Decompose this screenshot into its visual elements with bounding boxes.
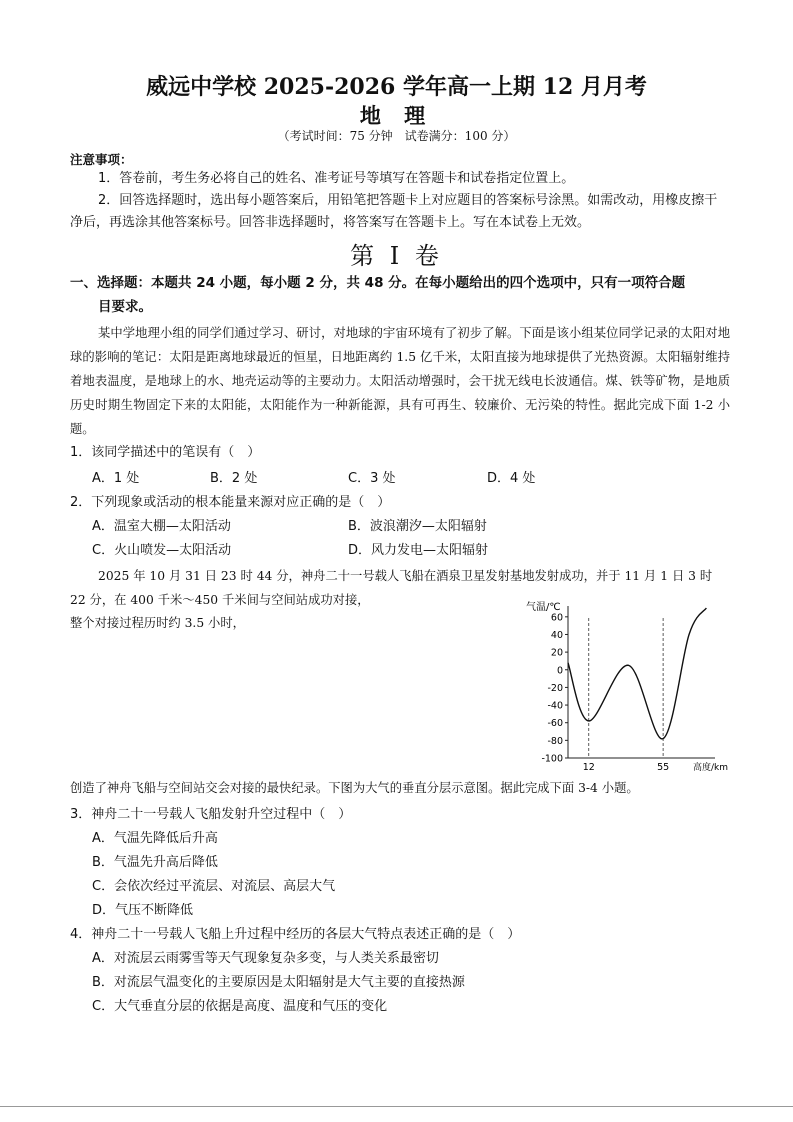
y-tick-label: 60 [550, 612, 563, 624]
volume-title: 第 I 卷 [350, 242, 443, 270]
passage-2-line-3: 创造了神舟飞船与空间站交会对接的最快纪录。下图为大气的垂直分层示意图。据此完成下面 3-4 小题。 [70, 781, 639, 795]
q3-stem: 3．神舟二十一号载人飞船发射升空过程中（ ） [70, 807, 352, 822]
x-axis-label: 高度/km [693, 763, 729, 773]
y-tick-label: -20 [547, 682, 563, 694]
y-tick-label: 0 [556, 665, 563, 677]
page-bottom-rule [0, 1106, 793, 1107]
y-axis-label: 气温/℃ [526, 602, 561, 613]
passage-2-line-1: 2025 年 10 月 31 日 23 时 44 分，神舟二十一号载人飞船在酒泉卫星发射基地发射成功，并于 11 月 1 日 3 时 22 分，在 400 千米～450 千米间与空间站成功对接， [70, 569, 713, 607]
q1-option-c: C．3 处 [348, 471, 396, 486]
q1-stem: 1．该同学描述中的笔误有（ ） [70, 445, 261, 460]
x-tick-label: 55 [657, 762, 670, 773]
notice-item-2: 2．回答选择题时，选出每小题答案后，用铅笔把答题卡上对应题目的答案标号涂黑。如需改动，用橡皮擦干净后，再选涂其他答案标号。回答非选择题时，将答案写在答题卡上。写在本试卷上无效。 [70, 193, 718, 230]
q1-option-a: A．1 处 [92, 471, 140, 486]
section-line-2: 目要求。 [98, 299, 152, 315]
q3-option-a: A．气温先降低后升高 [92, 831, 218, 846]
y-tick-label: -60 [547, 718, 563, 730]
q2-option-a: A．温室大棚—太阳活动 [92, 519, 231, 534]
notice-item-1: 1．答卷前，考生务必将自己的姓名、准考证号等填写在答题卡和试卷指定位置上。 [98, 171, 575, 186]
x-tick-label: 12 [582, 762, 595, 773]
q3-option-b: B．气温先升高后降低 [92, 855, 218, 870]
passage-1: 某中学地理小组的同学们通过学习、研讨，对地球的宇宙环境有了初步了解。下面是该小组某位同学记录的太阳对地球的影响的笔记：太阳是距离地球最近的恒星，日地距离约 1.5 亿千米，太阳直接为地球提供了光热资源。太阳辐射维持着地表温度，是地球上的水、地壳运动等的主要动力。太阳活动增强时，会干扰无线电长波通信。煤、铁等矿物，是地质历史时期生物固定下来的太阳能，太阳能作为一种新能源，具有可再生、较廉价、无污染的特性。据此完成下面 1-2 小题。 [70, 326, 730, 436]
notice-heading: 注意事项： [70, 152, 133, 167]
q3-option-c: C．会依次经过平流层、对流层、高层大气 [92, 879, 336, 894]
q4-option-b: B．对流层气温变化的主要原因是太阳辐射是大气主要的直接热源 [92, 975, 465, 990]
q4-option-a: A．对流层云雨雾雪等天气现象复杂多变，与人类关系最密切 [92, 951, 439, 966]
section-line-1: 一、选择题：本题共 24 小题，每小题 2 分，共 48 分。在每小题给出的四个选项中，只有一项符合题 [70, 275, 686, 291]
q1-option-b: B．2 处 [210, 471, 258, 486]
section-heading [70, 271, 730, 319]
q4-stem: 4．神舟二十一号载人飞船上升过程中经历的各层大气特点表述正确的是（ ） [70, 927, 521, 942]
q2-option-c: C．火山喷发—太阳活动 [92, 543, 232, 558]
y-tick-label: -40 [547, 700, 563, 712]
passage-2-line-2: 整个对接过程历时约 3.5 小时， [70, 616, 245, 630]
y-tick-label: 20 [550, 647, 563, 659]
y-tick-label: 40 [550, 629, 563, 641]
y-tick-label: -80 [547, 735, 563, 747]
q2-stem: 2．下列现象或活动的根本能量来源对应正确的是（ ） [70, 495, 391, 510]
atmosphere-temperature-chart [520, 598, 730, 776]
exam-title: 威远中学校 2025-2026 学年高一上期 12 月月考 [146, 74, 647, 100]
y-tick-label: -100 [541, 753, 563, 765]
q1-option-d: D．4 处 [487, 471, 536, 486]
q3-option-d: D．气压不断降低 [92, 903, 194, 918]
exam-info: （考试时间：75 分钟 试卷满分：100 分） [277, 129, 516, 143]
q2-option-d: D．风力发电—太阳辐射 [348, 543, 489, 558]
q2-option-b: B．波浪潮汐—太阳辐射 [348, 519, 487, 534]
subject-title: 地 理 [359, 103, 434, 128]
q4-option-c: C．大气垂直分层的依据是高度、温度和气压的变化 [92, 999, 388, 1014]
